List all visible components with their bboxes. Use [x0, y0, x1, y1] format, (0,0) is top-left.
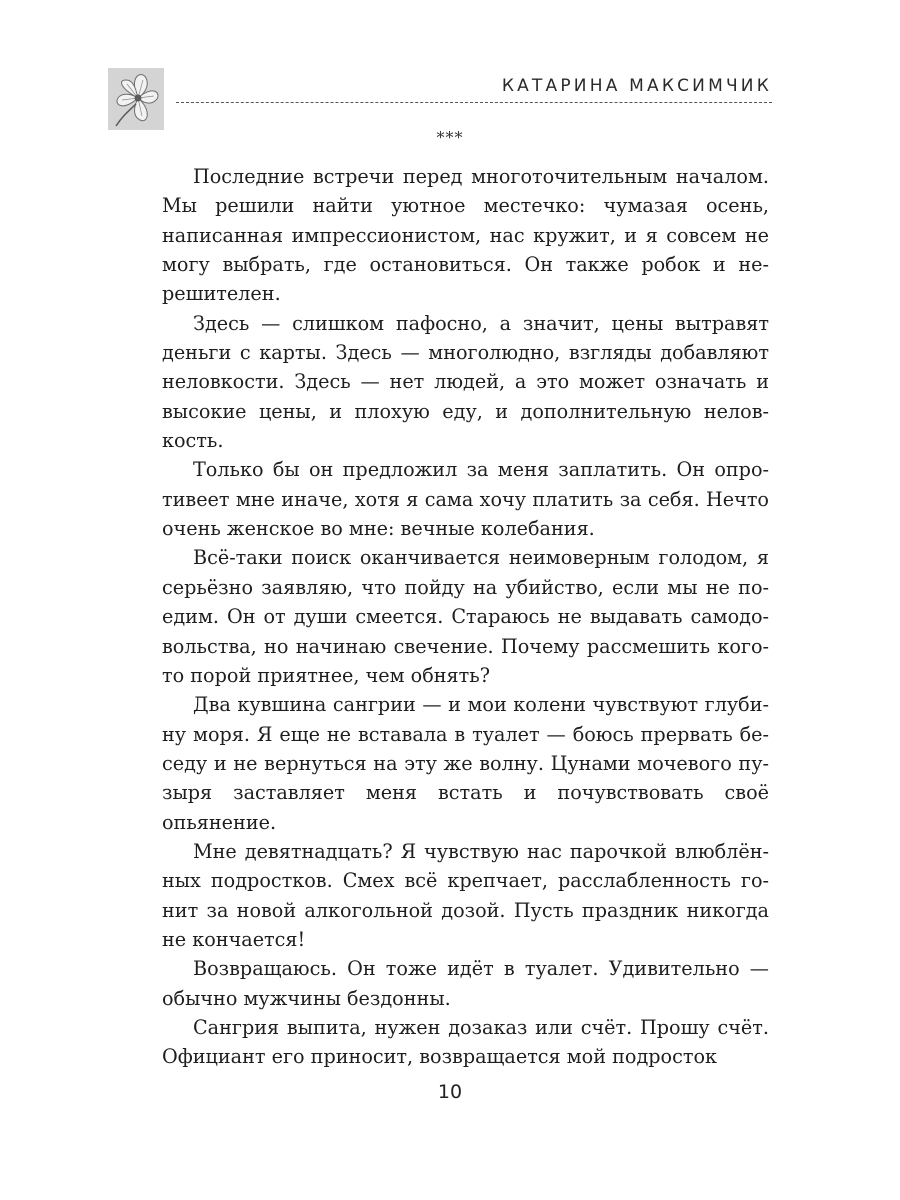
paragraph: Мне девятнадцать? Я чувствую нас парочкой влюблённых подростков. Смех всё крепчает, расслабленность гонит за новой алкогольной дозой. Пусть праздник никогда не кончается! [162, 839, 769, 951]
page-number: 10 [437, 1081, 463, 1103]
body-text [162, 162, 769, 1072]
paragraph: Возвращаюсь. Он тоже идёт в туалет. Удивительно — обычно мужчины бездонны. [162, 957, 769, 1010]
running-header [108, 68, 772, 132]
paragraph: Два кувшина сангрии — и мои колени чувствуют глубину моря. Я еще не вставала в туалет — боюсь прервать беседу и не вернуться на эту же волну. Цунами мочевого пузыря заставляет меня встать и почувствовать своё опьянение. [162, 693, 769, 834]
paragraph: Только бы он предложил за меня заплатить. Он опротивеет мне иначе, хотя я сама хочу платить за себя. Нечто очень женское во мне: вечные колебания. [162, 458, 769, 541]
paragraph: Сангрия выпита, нужен дозаказ или счёт. Прошу счёт. Официант его приносит, возвращается мой подросток [162, 1015, 769, 1069]
section-marker: *** [436, 128, 464, 147]
flower-icon [108, 68, 164, 130]
paragraph: Всё-таки поиск оканчивается неимоверным голодом, я серьёзно заявляю, что пойду на убийство, если мы не поедим. Он от души смеется. Стараюсь не выдавать самодовольства, но начинаю свечение. Почему рассмешить кого-то порой приятнее, чем обнять? [162, 546, 769, 687]
author-name: КАТАРИНА МАКСИМЧИК [501, 76, 772, 96]
paragraph: Последние встречи перед многоточительным началом. Мы решили найти уютное местечко: чумазая осень, написанная импрессионистом, нас кружит, и я совсем не могу выбрать, где остановиться. Он также робок и нерешителен. [162, 165, 769, 306]
paragraph: Здесь — слишком пафосно, а значит, цены вытравят деньги с карты. Здесь — многолюдно, взгляды добавляют неловкости. Здесь — нет людей, а это может означать и высокие цены, и плохую еду, и дополнительную неловкость. [162, 311, 769, 453]
header-dashed-rule [176, 102, 772, 103]
